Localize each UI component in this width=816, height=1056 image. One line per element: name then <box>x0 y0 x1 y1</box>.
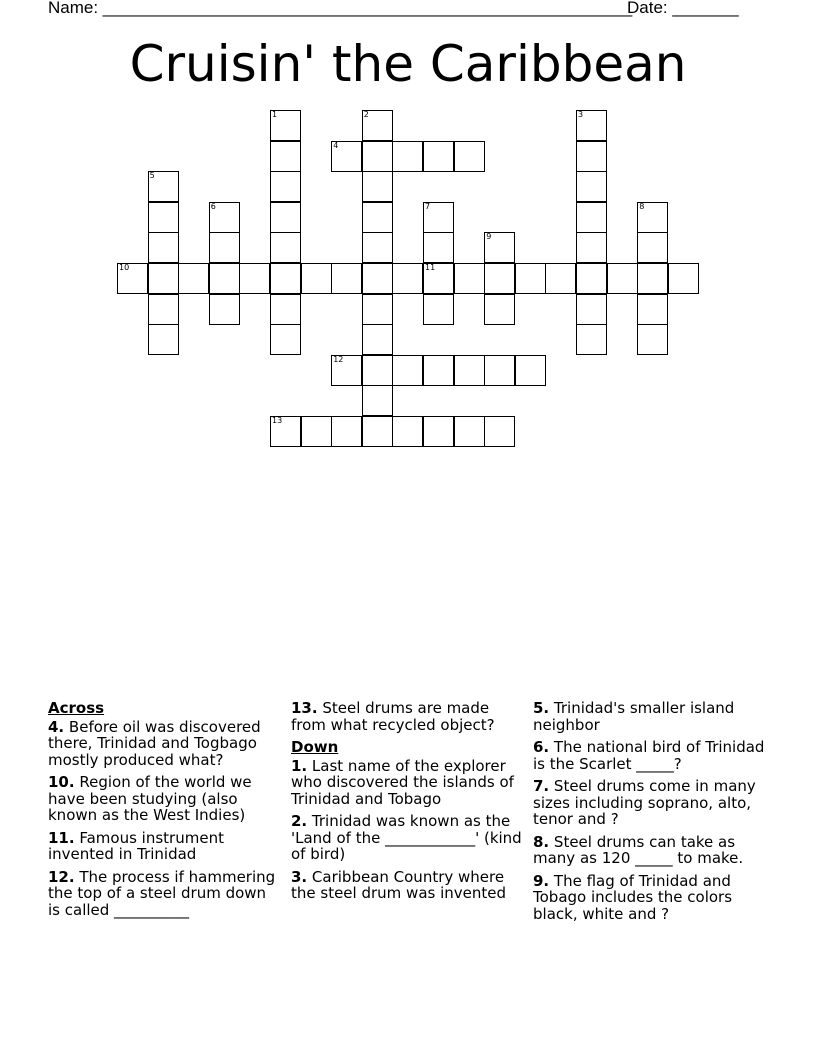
clue-number: 8. <box>533 832 550 851</box>
grid-cell[interactable] <box>270 232 301 263</box>
grid-cell[interactable] <box>362 202 393 233</box>
grid-cell[interactable] <box>362 294 393 325</box>
grid-cell[interactable] <box>576 232 607 263</box>
clues-column-1 <box>48 700 280 924</box>
clue-text: Trinidad's smaller island neighbor <box>533 699 735 734</box>
grid-cell[interactable] <box>362 324 393 355</box>
grid-cell[interactable] <box>362 355 393 386</box>
grid-cell[interactable] <box>607 263 638 294</box>
down-heading: Down <box>291 738 339 756</box>
grid-cell[interactable] <box>209 263 240 294</box>
clue-number: 6. <box>533 738 550 756</box>
grid-cell[interactable] <box>392 263 423 294</box>
clue-across-10 <box>48 774 280 824</box>
grid-cell[interactable] <box>209 294 240 325</box>
name-field-label[interactable]: Name: ________________________________________________________ <box>48 0 633 17</box>
clue-number: 12. <box>48 867 75 886</box>
grid-cell[interactable] <box>423 202 454 233</box>
clue-across-12 <box>48 869 280 919</box>
clue-across-4 <box>48 719 280 769</box>
grid-cell[interactable] <box>239 263 270 294</box>
grid-cell[interactable] <box>148 232 179 263</box>
grid-cell[interactable] <box>331 355 362 386</box>
grid-cell[interactable] <box>270 171 301 202</box>
grid-cell[interactable] <box>484 294 515 325</box>
grid-cell[interactable] <box>423 141 454 172</box>
grid-cell[interactable] <box>484 232 515 263</box>
grid-cell[interactable] <box>270 294 301 325</box>
grid-cell[interactable] <box>178 263 209 294</box>
clue-number: 5. <box>533 699 550 717</box>
clue-text: The process if hammering the top of a steel drum down is called __________ <box>48 867 276 919</box>
grid-cell[interactable] <box>423 294 454 325</box>
grid-cell[interactable] <box>576 324 607 355</box>
grid-cell[interactable] <box>392 355 423 386</box>
clue-text: Region of the world we have been studying (also known as the West Indies) <box>48 773 252 824</box>
clue-text: The flag of Trinidad and Tobago includes the colors black, white and ? <box>533 871 733 923</box>
grid-cell[interactable] <box>148 202 179 233</box>
grid-cell[interactable] <box>637 263 668 294</box>
grid-cell[interactable] <box>454 416 485 447</box>
cell-number: 2 <box>363 110 369 119</box>
grid-cell[interactable] <box>392 141 423 172</box>
clue-number: 3. <box>291 867 308 886</box>
grid-cell[interactable] <box>362 263 393 294</box>
grid-cell[interactable] <box>637 294 668 325</box>
grid-cell[interactable] <box>637 232 668 263</box>
grid-cell[interactable] <box>270 202 301 233</box>
grid-cell[interactable] <box>454 263 485 294</box>
grid-cell[interactable] <box>576 171 607 202</box>
cell-number: 3 <box>578 110 584 119</box>
clue-number: 1. <box>291 756 308 775</box>
clue-text: Caribbean Country where the steel drum was invented <box>291 867 507 902</box>
grid-cell[interactable] <box>148 324 179 355</box>
grid-cell[interactable] <box>209 232 240 263</box>
clue-number: 4. <box>48 717 65 736</box>
grid-cell[interactable] <box>362 171 393 202</box>
across-heading: Across <box>48 699 105 717</box>
cell-number: 13 <box>272 416 283 425</box>
clue-down-6 <box>533 739 765 772</box>
clue-number: 11. <box>48 828 75 847</box>
clues-section <box>48 700 776 1000</box>
grid-cell[interactable] <box>270 141 301 172</box>
clue-across-11 <box>48 830 280 863</box>
grid-cell[interactable] <box>484 263 515 294</box>
clue-number: 13. <box>291 699 318 717</box>
cell-number: 9 <box>486 232 492 242</box>
cell-number: 4 <box>333 140 339 150</box>
grid-cell[interactable] <box>454 141 485 172</box>
cell-number: 11 <box>425 263 436 272</box>
grid-cell[interactable] <box>331 416 362 447</box>
clue-down-2 <box>291 813 523 863</box>
grid-cell[interactable] <box>148 171 179 202</box>
grid-cell[interactable] <box>362 110 393 141</box>
grid-cell[interactable] <box>423 232 454 263</box>
clue-down-8 <box>533 834 765 867</box>
cell-number: 6 <box>210 201 216 211</box>
grid-cell[interactable] <box>423 263 454 294</box>
grid-cell[interactable] <box>545 263 576 294</box>
grid-cell[interactable] <box>270 263 301 294</box>
clue-number: 2. <box>291 812 308 830</box>
grid-cell[interactable] <box>515 355 546 386</box>
grid-cell[interactable] <box>270 110 301 141</box>
grid-cell[interactable] <box>362 232 393 263</box>
puzzle-title: Cruisin' the Caribbean <box>129 35 687 93</box>
grid-cell[interactable] <box>331 263 362 294</box>
grid-cell[interactable] <box>209 202 240 233</box>
grid-cell[interactable] <box>637 324 668 355</box>
date-field-label[interactable]: Date: _______ <box>627 0 739 17</box>
cell-number: 12 <box>333 354 344 364</box>
clue-text: Before oil was discovered there, Trinidad and Togbago mostly produced what? <box>48 717 261 769</box>
grid-cell[interactable] <box>668 263 699 294</box>
grid-cell[interactable] <box>362 141 393 172</box>
grid-cell[interactable] <box>301 263 332 294</box>
grid-cell[interactable] <box>576 110 607 141</box>
clues-column-3 <box>533 700 765 928</box>
grid-cell[interactable] <box>454 355 485 386</box>
crossword-grid <box>0 0 816 460</box>
grid-cell[interactable] <box>576 141 607 172</box>
clue-number: 10. <box>48 773 75 791</box>
clue-across-13 <box>291 700 523 733</box>
grid-cell[interactable] <box>484 355 515 386</box>
cell-number: 1 <box>272 110 278 119</box>
grid-cell[interactable] <box>392 416 423 447</box>
clue-number: 9. <box>533 871 550 890</box>
clue-text: Steel drums come in many sizes including soprano, alto, tenor and ? <box>533 777 756 828</box>
grid-cell[interactable] <box>637 202 668 233</box>
clue-text: Last name of the explorer who discovered the islands of Trinidad and Tobago <box>291 756 514 808</box>
grid-cell[interactable] <box>270 324 301 355</box>
grid-cell[interactable] <box>484 416 515 447</box>
clue-down-5 <box>533 700 765 733</box>
grid-cell[interactable] <box>423 355 454 386</box>
grid-cell[interactable] <box>362 385 393 416</box>
grid-cell[interactable] <box>423 416 454 447</box>
cell-number: 10 <box>119 263 130 272</box>
grid-cell[interactable] <box>331 141 362 172</box>
cell-number: 8 <box>639 201 645 211</box>
clue-text: Famous instrument invented in Trinidad <box>48 828 224 863</box>
grid-cell[interactable] <box>362 416 393 447</box>
grid-cell[interactable] <box>576 263 607 294</box>
grid-cell[interactable] <box>576 202 607 233</box>
grid-cell[interactable] <box>148 294 179 325</box>
grid-cell[interactable] <box>301 416 332 447</box>
grid-cell[interactable] <box>270 416 301 447</box>
clue-number: 7. <box>533 777 550 795</box>
clue-text: The national bird of Trinidad is the Scarlet _____? <box>533 738 765 773</box>
cell-number: 5 <box>149 171 155 181</box>
clue-down-9 <box>533 873 765 923</box>
cell-number: 7 <box>425 201 431 211</box>
clue-down-7 <box>533 778 765 828</box>
grid-cell[interactable] <box>515 263 546 294</box>
grid-cell[interactable] <box>148 263 179 294</box>
clues-column-2 <box>291 700 523 908</box>
clue-text: Trinidad was known as the 'Land of the ____________' (kind of bird) <box>291 812 522 863</box>
clue-text: Steel drums can take as many as 120 _____ to make. <box>533 832 744 867</box>
grid-cell[interactable] <box>576 294 607 325</box>
grid-cell[interactable] <box>117 263 148 294</box>
clue-down-3 <box>291 869 523 902</box>
clue-down-1 <box>291 758 523 808</box>
clue-text: Steel drums are made from what recycled object? <box>291 699 495 734</box>
